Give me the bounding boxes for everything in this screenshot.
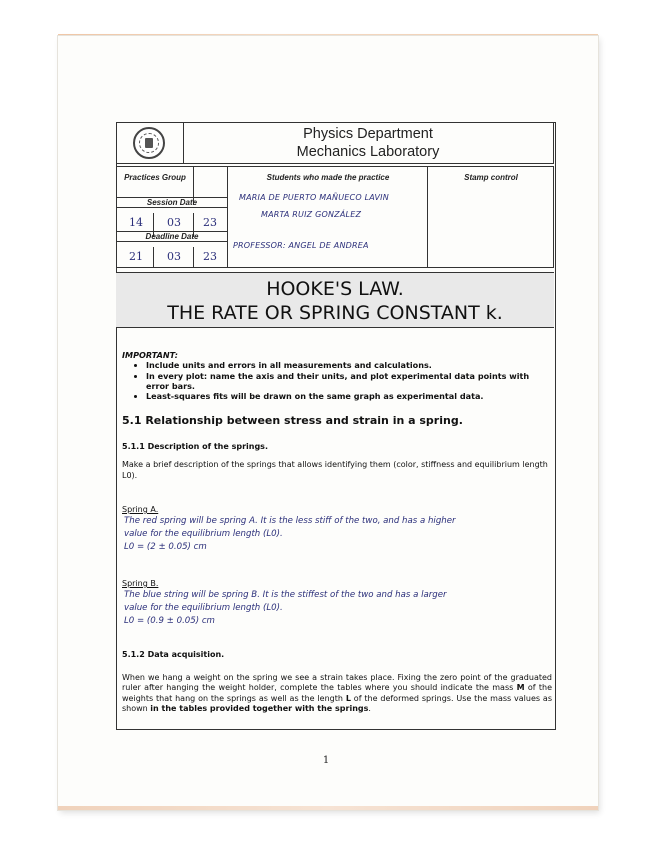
university-seal-icon xyxy=(133,127,165,159)
description-instructions: Make a brief description of the springs that allows identifying them (color, stiffness and equilibrium length L0). xyxy=(122,460,548,480)
text-run: When we hang a weight on the spring we see a strain takes place. Fixing the zero point of the graduated ruler after hanging the weight holder, complete the tables where you should indicate the mass xyxy=(122,673,552,693)
deadline-month: 03 xyxy=(167,250,181,263)
document-title xyxy=(116,272,554,328)
deadline-year: 23 xyxy=(203,250,217,263)
session-date-label: Session Date xyxy=(146,198,198,207)
deadline-date-label: Deadline Date xyxy=(145,232,199,241)
answer-line: The blue string will be spring B. It is the stiffest of the two and has a larger xyxy=(124,590,447,600)
info-block xyxy=(116,166,554,268)
logo-cell xyxy=(117,123,184,163)
department-name: Physics Department xyxy=(303,126,433,142)
stamp-control-label: Stamp control xyxy=(464,173,518,182)
divider xyxy=(427,167,428,267)
title-line-1: HOOKE'S LAW. xyxy=(266,278,404,300)
divider xyxy=(117,207,227,208)
text-run: of the deformed springs. Use the mass values as shown xyxy=(122,693,552,713)
header-block xyxy=(116,122,554,164)
text-run: of the weights that hang on the springs as well as the length xyxy=(122,683,552,703)
text-run-bold: in the tables provided together with the springs xyxy=(150,703,369,713)
spring-b-answer xyxy=(124,589,549,628)
subsection-data-acquisition: 5.1.2 Data acquisition. xyxy=(122,650,225,659)
divider xyxy=(117,241,227,242)
session-month: 03 xyxy=(167,216,181,229)
page-number: 1 xyxy=(322,755,330,766)
practices-group-label: Practices Group xyxy=(124,173,186,182)
student-2: MARTA RUIZ GONZÁLEZ xyxy=(261,210,362,219)
note-item: • Include units and errors in all measurements and calculations. xyxy=(146,360,552,370)
title-line-2: THE RATE OR SPRING CONSTANT k. xyxy=(167,302,503,324)
note-item: • In every plot: name the axis and their units, and plot experimental data points with error bars. xyxy=(146,371,552,392)
deadline-day: 21 xyxy=(129,250,143,263)
student-1: MARIA DE PUERTO MAÑUECO LAVIN xyxy=(239,193,389,202)
answer-line: value for the equilibrium length (L0). xyxy=(124,529,283,539)
paper-edge-bottom xyxy=(58,806,598,810)
divider xyxy=(193,247,194,267)
session-year: 23 xyxy=(203,216,217,229)
important-heading: IMPORTANT: xyxy=(122,350,178,360)
answer-line: value for the equilibrium length (L0). xyxy=(124,603,283,613)
text-run: . xyxy=(368,703,371,713)
data-acquisition-text xyxy=(122,673,552,714)
professor-name: PROFESSOR: ANGEL DE ANDREA xyxy=(233,241,369,250)
section-heading: 5.1 Relationship between stress and strain in a spring. xyxy=(122,414,463,427)
text-run-bold: M xyxy=(516,683,525,693)
spring-a-answer xyxy=(124,515,549,554)
subsection-description: 5.1.1 Description of the springs. xyxy=(122,442,268,451)
answer-line: L0 = (2 ± 0.05) cm xyxy=(124,542,207,552)
divider xyxy=(153,247,154,267)
students-label: Students who made the practice xyxy=(266,173,390,182)
department-heading xyxy=(183,125,553,161)
text-run-bold: L xyxy=(345,693,351,703)
spring-b-label: Spring B. xyxy=(122,579,159,588)
spring-a-label: Spring A. xyxy=(122,505,159,514)
answer-line: The red spring will be spring A. It is the less stiff of the two, and has a higher xyxy=(124,516,456,526)
laboratory-name: Mechanics Laboratory xyxy=(296,144,440,160)
answer-line: L0 = (0.9 ± 0.05) cm xyxy=(124,616,215,626)
session-day: 14 xyxy=(129,216,143,229)
note-item: • Least-squares fits will be drawn on the same graph as experimental data. xyxy=(146,391,552,401)
important-notes xyxy=(122,350,552,401)
divider xyxy=(227,167,228,267)
